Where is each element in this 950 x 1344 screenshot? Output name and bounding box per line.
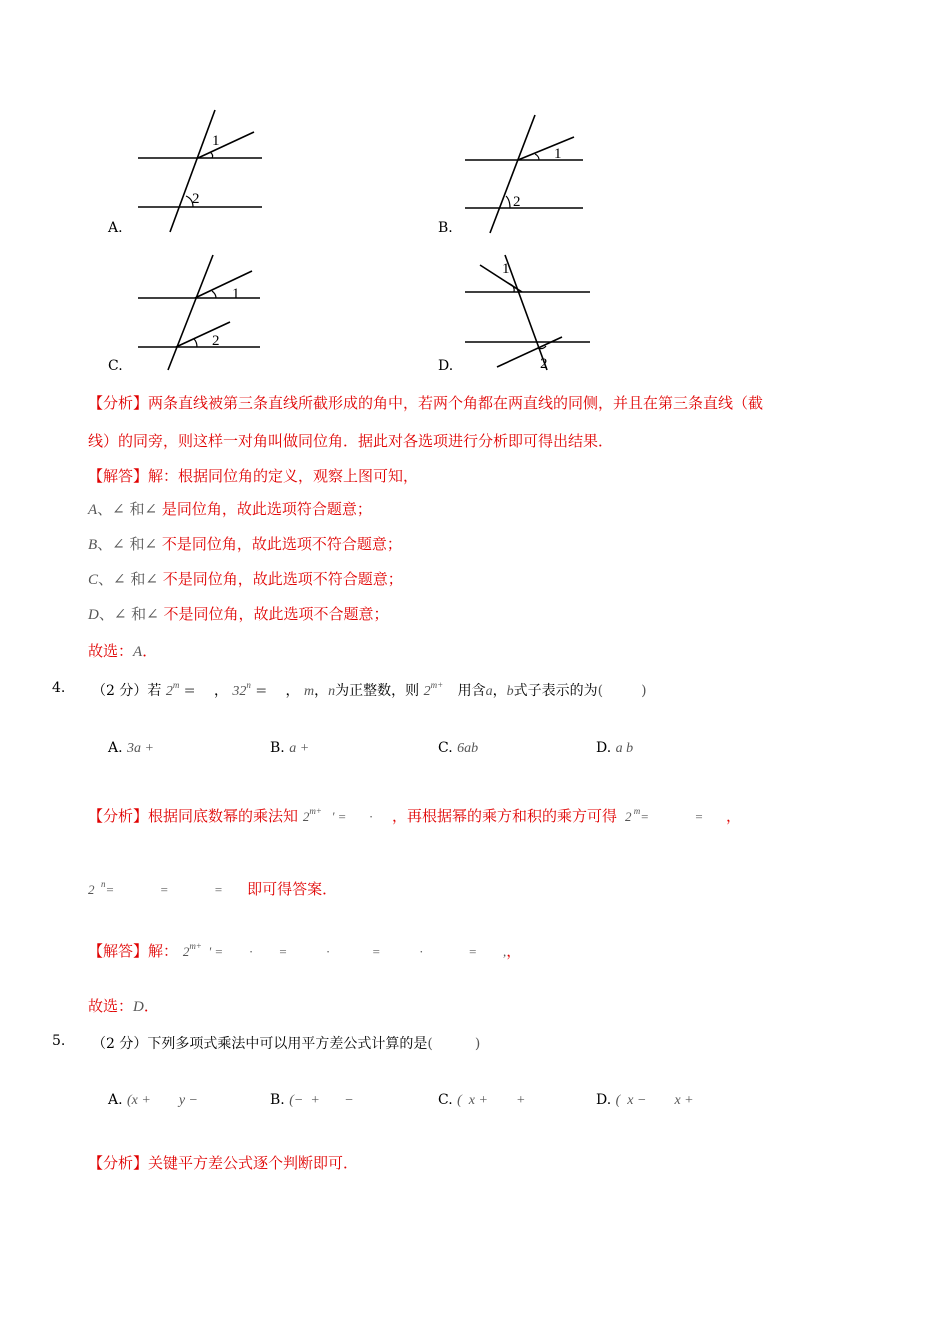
item-letter: B (88, 537, 98, 553)
q4-expr1-sup: m (172, 680, 180, 690)
option-label: B. (270, 740, 285, 756)
angle-1-label: 1 (554, 146, 562, 162)
item-text: 是同位角，故此选项符合题意； (161, 500, 372, 518)
angle-2-label: 2 (192, 191, 200, 207)
option-label: C. (438, 740, 453, 756)
item-angles: 、∠ 和∠ (98, 605, 164, 623)
angle-1-label: 1 (502, 261, 510, 277)
q4-score: （2 分）若 (92, 683, 162, 699)
q3-conclusion (88, 640, 157, 661)
q4-conclusion (88, 995, 159, 1016)
q4-paren-close: ) (641, 683, 647, 699)
figure-d-label: D. (438, 358, 454, 374)
option-value: ( x + + (457, 1093, 526, 1108)
item-text: 不是同位角，故此选项不符合题意； (162, 570, 403, 588)
q5-option-b[interactable] (270, 1092, 354, 1109)
q4-text2: 用含 (457, 683, 486, 699)
item-letter: D (88, 607, 99, 623)
q4-comma-2: ， (285, 683, 300, 699)
q5-option-a[interactable] (108, 1092, 198, 1109)
angle-2-label: 2 (212, 333, 220, 349)
q4-number: 4. (52, 680, 66, 696)
item-angles: 、∠ 和∠ (97, 500, 162, 518)
q3-analysis-line1 (88, 392, 763, 413)
q4-expr1: 2 (165, 684, 173, 699)
q3-item-c (88, 568, 403, 589)
item-text: 不是同位角，故此选项不合题意； (163, 605, 389, 623)
option-value: 3a + (127, 741, 154, 756)
q4-expr3-sup: m+ (430, 680, 444, 690)
option-value: (x + y − (127, 1093, 198, 1108)
q4-option-a[interactable] (108, 740, 154, 757)
q5-paren-close: ) (474, 1036, 481, 1052)
q3-item-d (88, 603, 389, 624)
figure-b (460, 110, 600, 240)
q4-var-n: n (328, 684, 336, 699)
q4-option-d[interactable] (596, 740, 633, 757)
q4-eq1: = (183, 683, 196, 699)
q4-analysis-line2: 2 $^n$= = = 即可得答案． (88, 879, 338, 898)
answer-tag: 【解答】 (88, 467, 149, 485)
option-value: (− + − (289, 1093, 354, 1108)
option-label: D. (596, 740, 612, 756)
item-text: 不是同位角，故此选项不符合题意； (161, 535, 402, 553)
analysis-text1: 根据同底数幂的乘法知 (148, 807, 299, 825)
q5-paren-open: ( (427, 1036, 433, 1052)
angle-2-label: 2 (513, 194, 521, 210)
q5-number: 5. (52, 1033, 66, 1049)
conclusion-answer: D (133, 999, 144, 1015)
q5-stem-text: （2 分）下列多项式乘法中可以用平方差公式计算的是 (92, 1036, 428, 1052)
q3-analysis-line2: 线）的同旁，则这样一对角叫做同位角．据此对各选项进行分析即可得出结果． (88, 432, 614, 450)
option-label: A. (108, 1092, 123, 1108)
q4-expr2: 32 (232, 684, 247, 699)
q4-answer: 【解答】解： $2^{m+}$ ' = · = · = · = ,， (88, 941, 522, 960)
option-label: A. (108, 740, 123, 756)
conclusion-prefix: 故选： (88, 642, 134, 660)
option-label: D. (596, 1092, 612, 1108)
analysis-text: 关键平方差公式逐个判断即可． (148, 1154, 359, 1172)
q4-eq2: = (255, 683, 268, 699)
q3-item-b (88, 533, 402, 554)
q4-text3: 式子表示的为 (513, 683, 598, 699)
q5-stem (92, 1033, 480, 1053)
analysis-text3: 即可得答案． (247, 880, 338, 898)
figure-c (130, 250, 280, 375)
q4-stem (92, 680, 647, 700)
answer-text: 解：根据同位角的定义，观察上图可知， (148, 467, 419, 485)
q4-var-b: b (506, 684, 514, 699)
analysis-text2: ，再根据幂的乘方和积的乘方可得 (391, 807, 617, 825)
option-value: a + (289, 741, 310, 756)
conclusion-suffix: ． (143, 997, 159, 1015)
q3-item-a (88, 498, 372, 519)
option-value: a b (615, 741, 634, 756)
option-value: 6ab (457, 741, 479, 756)
option-label: C. (438, 1092, 453, 1108)
q5-analysis (88, 1152, 358, 1173)
option-label: B. (270, 1092, 285, 1108)
figure-a-label: A. (108, 220, 123, 236)
q4-var-a: a (485, 684, 493, 699)
angle-2-label: 2 (540, 356, 548, 372)
q4-comma-3: ， (314, 683, 329, 699)
q4-option-b[interactable] (270, 740, 309, 757)
q3-answer-intro (88, 465, 418, 486)
figure-b-label: B. (438, 220, 453, 236)
conclusion-prefix: 故选： (88, 997, 134, 1015)
figure-c-label: C. (108, 358, 123, 374)
item-angles: 、∠ 和∠ (97, 535, 162, 553)
q4-paren-open: ( (597, 683, 604, 699)
q4-option-c[interactable] (438, 740, 478, 757)
item-angles: 、∠ 和∠ (98, 570, 163, 588)
option-value: ( x − x + (615, 1093, 694, 1108)
analysis-tag: 【分析】 (88, 807, 149, 825)
analysis-tag: 【分析】 (88, 394, 149, 412)
item-letter: A (88, 502, 98, 518)
conclusion-answer: A (133, 644, 143, 660)
angle-1-label: 1 (232, 286, 240, 302)
q4-expr2-sup: n (246, 680, 251, 690)
q4-expr3: 2 (423, 684, 431, 699)
q4-comma-4: ， (492, 683, 507, 699)
answer-text: 解： (148, 942, 179, 960)
figure-a (130, 105, 280, 240)
angle-1-label: 1 (212, 133, 220, 149)
answer-tag: 【解答】 (88, 942, 149, 960)
item-letter: C (88, 572, 99, 588)
figure-d (460, 250, 600, 375)
q4-comma: ， (213, 683, 228, 699)
q4-var-m: m (304, 684, 315, 699)
q5-option-d[interactable] (596, 1092, 694, 1109)
conclusion-suffix: ． (142, 642, 158, 660)
q4-text1: 为正整数，则 (335, 683, 420, 699)
q5-option-c[interactable] (438, 1092, 525, 1109)
analysis-tag: 【分析】 (88, 1154, 149, 1172)
q4-analysis: 【分析】根据同底数幂的乘法知 $2^{m+}$ ' = · ，再根据幂的乘方和积的乘方可得 2 $^m$= = ， (88, 806, 742, 825)
analysis-text: 两条直线被第三条直线所截形成的角中，若两个角都在两直线的同侧，并且在第三条直线（截 (148, 394, 764, 412)
